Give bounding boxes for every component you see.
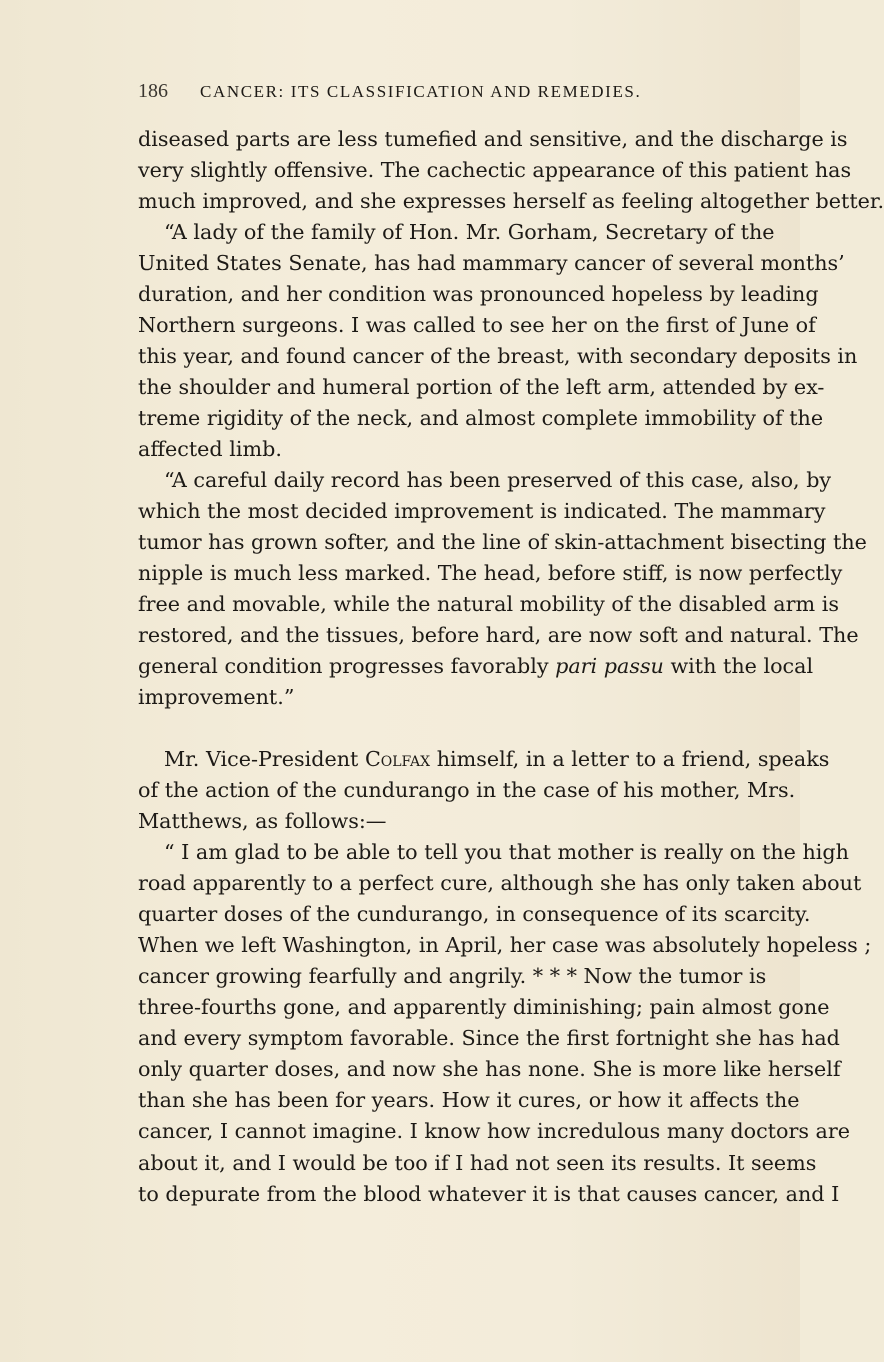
text-segment: himself, in a letter to a friend, speaks xyxy=(430,747,830,772)
text-line: about it, and I would be too if I had not seen its results. It seems xyxy=(138,1150,817,1175)
text-line: of the action of the cundurango in the case of his mother, Mrs. xyxy=(138,778,796,803)
paragraph-gap xyxy=(138,713,678,744)
text-segment: with the local xyxy=(663,654,814,679)
text-line: duration, and her condition was pronounced hopeless by leading xyxy=(138,282,819,307)
text-line: When we left Washington, in April, her case was absolutely hopeless ; xyxy=(138,933,872,958)
text-line: three-fourths gone, and apparently diminishing; pain almost gone xyxy=(138,995,830,1020)
text-line: quarter doses of the cundurango, in consequence of its scarcity. xyxy=(138,902,811,927)
text-line: cancer, I cannot imagine. I know how incredulous many doctors are xyxy=(138,1119,851,1144)
text-line: “ I am glad to be able to tell you that mother is really on the high xyxy=(164,840,849,865)
text-line: restored, and the tissues, before hard, are now soft and natural. The xyxy=(138,623,859,648)
text-line xyxy=(138,744,830,775)
text-line: very slightly offensive. The cachectic appearance of this patient has xyxy=(138,158,852,183)
small-caps-name: Colfax xyxy=(364,747,431,772)
text-line: to depurate from the blood whatever it is that causes cancer, and I xyxy=(138,1181,840,1206)
text-line: treme rigidity of the neck, and almost complete immobility of the xyxy=(138,406,824,431)
text-line: Matthews, as follows:— xyxy=(138,809,387,834)
running-title: CANCER: ITS CLASSIFICATION AND REMEDIES. xyxy=(200,82,642,101)
text-line: “A lady of the family of Hon. Mr. Gorham, Secretary of the xyxy=(164,220,775,245)
text-line: “A careful daily record has been preserved of this case, also, by xyxy=(164,468,832,493)
paragraph xyxy=(138,465,867,713)
italic-phrase: pari passu xyxy=(555,654,664,679)
paragraph xyxy=(138,124,884,217)
text-line: free and movable, while the natural mobility of the disabled arm is xyxy=(138,592,839,617)
text-line: nipple is much less marked. The head, before stiff, is now perfectly xyxy=(138,561,843,586)
text-line: cancer growing fearfully and angrily. * * * Now the tumor is xyxy=(138,964,767,989)
text-line: diseased parts are less tumefied and sensitive, and the discharge is xyxy=(138,127,848,151)
text-line xyxy=(138,651,814,682)
text-line: and every symptom favorable. Since the first fortnight she has had xyxy=(138,1026,840,1051)
text-line: much improved, and she expresses herself as feeling altogether better. xyxy=(138,189,884,214)
text-segment: Mr. Vice-President xyxy=(164,747,365,772)
text-line: affected limb. xyxy=(138,437,282,462)
text-line: which the most decided improvement is indicated. The mammary xyxy=(138,499,826,524)
text-segment: general condition progresses favorably xyxy=(138,654,556,679)
text-line: Northern surgeons. I was called to see her on the first of June of xyxy=(138,313,816,338)
running-header xyxy=(138,80,678,110)
text-line: improvement.” xyxy=(138,685,295,710)
text-line: this year, and found cancer of the breast, with secondary deposits in xyxy=(138,344,858,369)
text-line: only quarter doses, and now she has none. She is more like herself xyxy=(138,1057,841,1082)
page-number: 186 xyxy=(138,80,168,102)
paragraph xyxy=(138,217,858,465)
text-line: road apparently to a perfect cure, although she has only taken about xyxy=(138,871,862,896)
paragraph xyxy=(138,744,830,837)
text-line: tumor has grown softer, and the line of skin-attachment bisecting the xyxy=(138,530,867,555)
paragraph xyxy=(138,837,872,1209)
text-line: United States Senate, has had mammary cancer of several months’ xyxy=(138,251,845,276)
text-line: than she has been for years. How it cures, or how it affects the xyxy=(138,1088,800,1113)
body-text xyxy=(138,124,884,1210)
text-line: the shoulder and humeral portion of the left arm, attended by ex- xyxy=(138,375,825,400)
